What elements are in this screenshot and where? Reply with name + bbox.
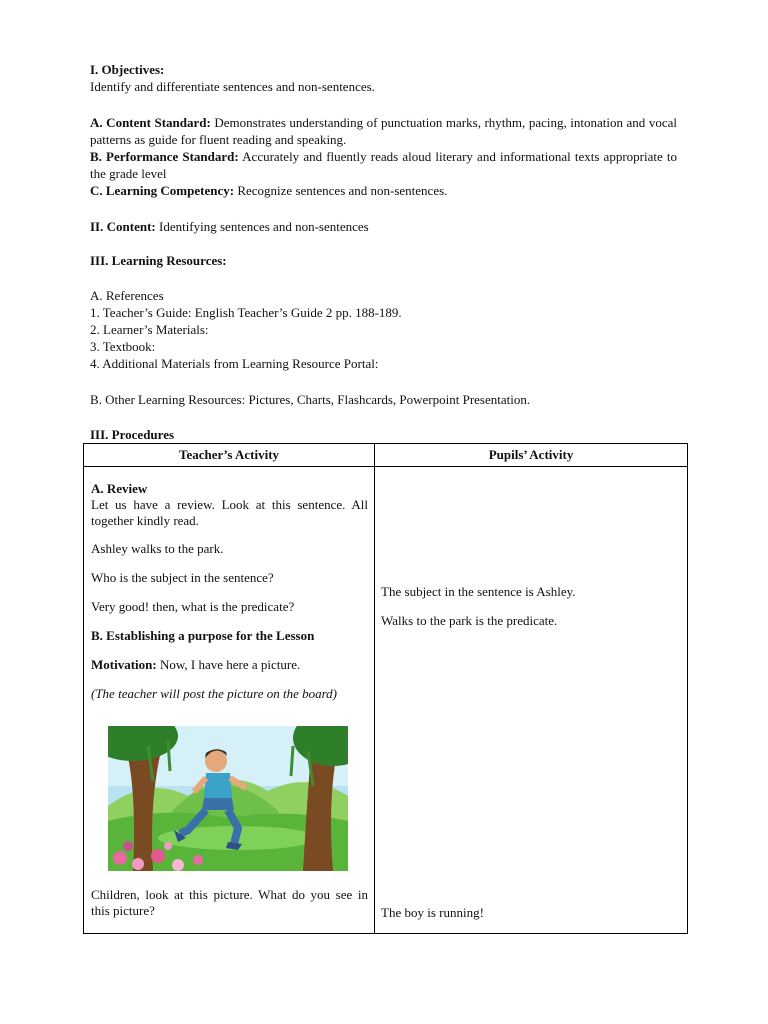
review-sentence: Ashley walks to the park. — [91, 541, 224, 556]
picture-question: Children, look at this picture. What do you see in this picture? — [91, 887, 368, 918]
subject-question: Who is the subject in the sentence? — [91, 570, 274, 585]
performance-standard-text: Accurately and fluently reads aloud literary and informational texts appropriate to the grade level — [90, 149, 677, 181]
motivation-line — [91, 657, 368, 673]
pupils-activity-header: Pupils’ Activity — [375, 444, 688, 467]
other-resources-text: B. Other Learning Resources: Pictures, Charts, Flashcards, Powerpoint Presentation. — [90, 392, 531, 407]
learning-competency-label: C. Learning Competency: — [90, 183, 235, 198]
purpose-heading: B. Establishing a purpose for the Lesson — [91, 628, 315, 643]
objectives-heading: I. Objectives: — [90, 62, 165, 77]
objectives-text: Identify and differentiate sentences and non-sentences. — [90, 79, 375, 94]
review-heading: A. Review — [91, 481, 148, 496]
references-title: A. References — [90, 288, 164, 303]
procedures-heading: III. Procedures — [90, 427, 175, 442]
answer-subject: The subject in the sentence is Ashley. — [381, 584, 576, 599]
teacher-activity-header: Teacher’s Activity — [84, 444, 375, 467]
standards-section — [90, 114, 677, 199]
procedures-heading-block — [90, 426, 677, 443]
reference-item: 1. Teacher’s Guide: English Teacher’s Guide 2 pp. 188-189. — [90, 305, 402, 320]
answer-picture: The boy is running! — [381, 905, 484, 920]
reference-item: 4. Additional Materials from Learning Resource Portal: — [90, 356, 379, 371]
stage-direction: (The teacher will post the picture on the board) — [91, 686, 337, 701]
boy-running-picture — [108, 726, 348, 871]
objectives-section — [90, 61, 677, 95]
content-standard-text: Demonstrates understanding of punctuation marks, rhythm, pacing, intonation and vocal patterns as guide for fluent reading and speaking. — [90, 115, 678, 147]
motivation-label: Motivation: — [91, 657, 157, 672]
performance-standard-label: B. Performance Standard: — [90, 149, 239, 164]
references-list — [90, 287, 677, 372]
content-label: II. Content: — [90, 219, 156, 234]
content-standard-label: A. Content Standard: — [90, 115, 211, 130]
table-header-row — [84, 444, 688, 467]
learning-competency — [90, 182, 677, 199]
other-resources — [90, 391, 677, 408]
content-standard — [90, 114, 677, 148]
pupils-activity-cell — [375, 467, 688, 934]
resources-heading-block — [90, 252, 677, 269]
reference-item: 3. Textbook: — [90, 339, 156, 354]
predicate-question: Very good! then, what is the predicate? — [91, 599, 295, 614]
content-line — [90, 218, 677, 235]
performance-standard — [90, 148, 677, 182]
reference-item: 2. Learner’s Materials: — [90, 322, 209, 337]
content-section — [90, 218, 677, 235]
content-text: Identifying sentences and non-sentences — [155, 219, 369, 234]
review-text: Let us have a review. Look at this sentence. All together kindly read. — [91, 497, 368, 528]
table-row — [84, 467, 688, 934]
learning-competency-text: Recognize sentences and non-sentences. — [234, 183, 448, 198]
forest-scene-illustration — [108, 726, 348, 871]
motivation-text: Now, I have here a picture. — [156, 657, 301, 672]
procedures-table — [83, 443, 688, 934]
resources-heading: III. Learning Resources: — [90, 253, 227, 268]
teacher-activity-cell — [84, 467, 375, 934]
answer-predicate: Walks to the park is the predicate. — [381, 613, 558, 628]
